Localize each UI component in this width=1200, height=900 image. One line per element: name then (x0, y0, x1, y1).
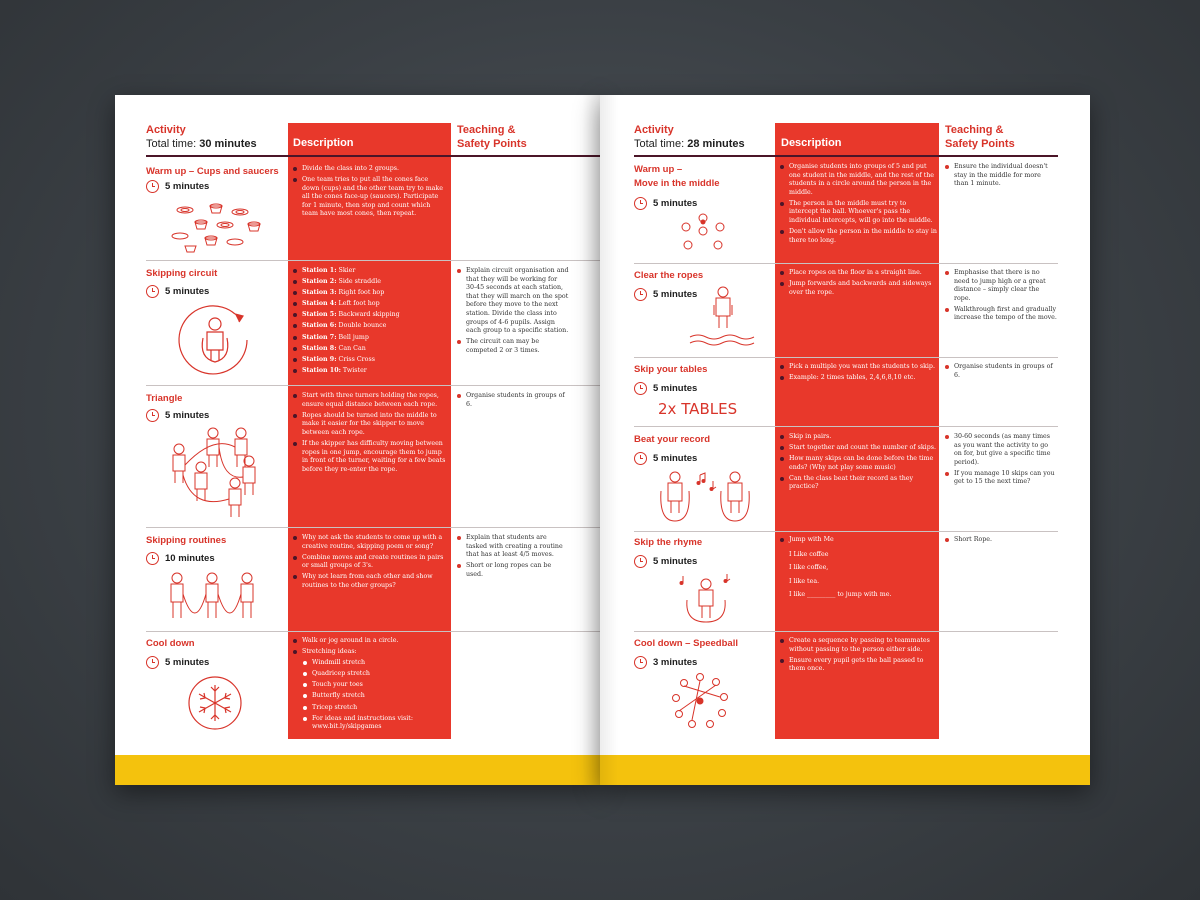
activity-title: Cool down – Speedball (634, 638, 738, 649)
teaching-item: Explain that students are tasked with creating a routine that has at least 4/5 moves. (457, 534, 569, 560)
left-page (115, 95, 600, 785)
description-cell (292, 165, 447, 222)
description-heading: Description (293, 137, 354, 149)
station-label: Station 1: (302, 267, 337, 274)
teaching-item: Explain circuit organisation and that they will be working for 30-45 seconds at each station, that they will march on the spot before they move to the next station. Divide the class into groups of 4-6 pupils. Assign each group to a specific station. (457, 267, 569, 336)
teaching-item: 30-60 seconds (as many times as you want the activity to go on for, but give a specific time period). (945, 433, 1057, 467)
description-item: Skip in pairs. (779, 433, 937, 442)
description-item: Can the class beat their record as they practice? (779, 475, 937, 492)
description-item: Organise students into groups of 5 and put one student in the middle, and the rest of the students in a circle around the person in the middle. (779, 163, 937, 197)
activity-title: Clear the ropes (634, 270, 704, 281)
description-cell (779, 363, 937, 385)
station-item (292, 345, 447, 354)
rhyme-block (779, 551, 937, 600)
skipping-routines-illustration (165, 570, 260, 625)
description-cell (292, 637, 447, 734)
clock-icon (634, 452, 647, 465)
station-text: Can Can (338, 344, 366, 352)
description-item: If the skipper has difficulty moving between ropes in one jump, encourage them to jump in front of the turner, waiting for a few beats before they re-enter the rope. (292, 440, 447, 474)
duration-label: 5 minutes (165, 657, 210, 668)
right-page (600, 95, 1090, 785)
clock-icon (634, 288, 647, 301)
right-header-activity (634, 123, 745, 151)
duration-label: 5 minutes (653, 556, 698, 567)
teaching-item: Organise students in groups of 6. (457, 392, 569, 409)
station-item (292, 356, 447, 365)
speedball-illustration (672, 673, 728, 729)
clock-icon (146, 180, 159, 193)
description-item: Create a sequence by passing to teammates without passing to the person either side. (779, 637, 937, 654)
station-label: Station 8: (302, 344, 337, 352)
duration-label: 5 minutes (165, 410, 210, 421)
stretch-item: Tricep stretch (292, 704, 447, 713)
description-item: Jump forwards and backwards and sideways over the rope. (779, 280, 937, 297)
station-item (292, 278, 447, 287)
teaching-item: Ensure the individual doesn't stay in the middle for more than 1 minute. (945, 163, 1057, 189)
teaching-item: Emphasise that there is no need to jump high or a great distance – simply clear the rope. (945, 269, 1057, 303)
description-item: Jump with Me (779, 536, 937, 545)
clock-icon (634, 382, 647, 395)
teaching-heading-2: Safety Points (945, 138, 1015, 150)
teaching-cell (457, 267, 569, 358)
rhyme-line: I Like coffee (789, 550, 829, 558)
skip-the-rhyme-illustration (675, 570, 737, 625)
description-item: Why not ask the students to come up with a creative routine, skipping poem or song? (292, 534, 447, 551)
total-time (146, 137, 257, 151)
teaching-item: Organise students in groups of 6. (945, 363, 1057, 380)
footer-band (115, 755, 600, 785)
description-item: Place ropes on the floor in a straight line. (779, 269, 937, 278)
clear-the-ropes-illustration (688, 285, 758, 350)
station-item (292, 289, 447, 298)
activity-heading: Activity (634, 124, 674, 136)
activity-title: Skip your tables (634, 364, 708, 375)
teaching-item: Walkthrough first and gradually increase the tempo of the move. (945, 306, 1057, 323)
description-item: How many skips can be done before the time ends? (Why not play some music) (779, 455, 937, 472)
station-text: Left foot hop (338, 300, 380, 308)
teaching-heading-1: Teaching & (457, 124, 516, 136)
description-item: Don't allow the person in the middle to stay in there too long. (779, 228, 937, 245)
station-label: Station 10: (302, 366, 341, 374)
station-text: Criss Cross (338, 355, 375, 363)
activity-title (634, 163, 720, 191)
description-item: Combine moves and create routines in pairs or small groups of 3's. (292, 554, 447, 571)
description-item: Example: 2 times tables, 2,4,6,8,10 etc. (779, 374, 937, 383)
description-cell (779, 637, 937, 676)
station-text: Backward skipping (338, 311, 400, 319)
station-text: Side straddle (338, 278, 381, 286)
row-divider (634, 426, 1058, 427)
rhyme-line: I like coffee, (789, 564, 829, 572)
station-item (292, 367, 447, 376)
description-item: Start together and count the number of skips. (779, 444, 937, 453)
stretch-item: Windmill stretch (292, 659, 447, 668)
station-label: Station 4: (302, 300, 337, 308)
station-label: Station 9: (302, 355, 337, 363)
teaching-cell (457, 392, 569, 412)
duration-label: 5 minutes (653, 289, 698, 300)
duration (146, 656, 209, 669)
row-divider (634, 263, 1058, 264)
station-item (292, 311, 447, 320)
footer-band (600, 755, 1090, 785)
teaching-cell (945, 269, 1057, 326)
activity-heading: Activity (146, 124, 186, 136)
description-item: Divide the class into 2 groups. (292, 165, 447, 174)
teaching-cell (945, 163, 1057, 191)
station-text: Twister (342, 366, 367, 374)
duration-label: 5 minutes (165, 181, 210, 192)
skipping-circuit-illustration (175, 300, 255, 380)
row-divider (634, 631, 1058, 632)
tables-heading: 2x TABLES (658, 400, 738, 418)
station-item (292, 334, 447, 343)
clock-icon (146, 285, 159, 298)
row-divider (634, 531, 1058, 532)
station-label: Station 2: (302, 278, 337, 286)
station-text: Bell jump (338, 333, 369, 341)
duration-label: 5 minutes (653, 383, 698, 394)
duration-label: 5 minutes (653, 198, 698, 209)
row-divider (146, 260, 600, 261)
activity-title: Skipping routines (146, 535, 227, 546)
clock-icon (146, 409, 159, 422)
teaching-item: Short Rope. (945, 536, 1057, 545)
description-item: Walk or jog around in a circle. (292, 637, 447, 646)
stretch-item: Butterfly stretch (292, 692, 447, 701)
activity-title: Triangle (146, 393, 183, 404)
teaching-item: If you manage 10 skips can you get to 15 the next time? (945, 470, 1057, 487)
description-item: Ropes should be turned into the middle to make it easier for the skipper to move between each rope. (292, 412, 447, 438)
clock-icon (146, 656, 159, 669)
snowflake-icon (187, 675, 243, 731)
beat-your-record-illustration (655, 467, 755, 527)
activity-title: Skip the rhyme (634, 537, 703, 548)
description-cell (292, 392, 447, 477)
description-item: Why not learn from each other and show routines to the other groups? (292, 573, 447, 590)
activity-title: Skipping circuit (146, 268, 218, 279)
description-item: Start with three turners holding the ropes, ensure equal distance between each rope. (292, 392, 447, 409)
total-time-label: Total time: (634, 138, 685, 150)
description-cell (292, 534, 447, 593)
duration-label: 3 minutes (653, 657, 698, 668)
duration (634, 197, 697, 210)
clock-icon (634, 656, 647, 669)
stretch-link-item: For ideas and instructions visit: www.bit.ly/skipgames (292, 715, 447, 732)
teaching-cell (945, 363, 1057, 383)
total-time-value: 30 minutes (199, 138, 257, 150)
station-label: Station 7: (302, 333, 337, 341)
description-item: Ensure every pupil gets the ball passed to them once. (779, 657, 937, 674)
activity-title: Beat your record (634, 434, 711, 445)
total-time (634, 137, 745, 151)
station-item (292, 300, 447, 309)
activity-title: Warm up – Cups and saucers (146, 166, 279, 177)
row-divider (146, 527, 600, 528)
total-time-label: Total time: (146, 138, 197, 150)
clock-icon (634, 197, 647, 210)
description-cell (779, 269, 937, 300)
station-label: Station 5: (302, 311, 337, 319)
duration (146, 409, 209, 422)
rhyme-line: I like _________ to jump with me. (789, 591, 892, 599)
description-item: The person in the middle must try to intercept the ball. Whoever's pass the individual intercepts, will go into the middle. (779, 200, 937, 226)
teaching-heading (945, 123, 1015, 151)
teaching-heading (457, 123, 527, 151)
duration (634, 656, 697, 669)
station-label: Station 3: (302, 289, 337, 297)
duration-label: 5 minutes (653, 453, 698, 464)
description-item: Pick a multiple you want the students to skip. (779, 363, 937, 372)
duration (146, 552, 215, 565)
description-cell (779, 536, 937, 600)
duration (146, 180, 209, 193)
duration (634, 452, 697, 465)
activity-title-line: Move in the middle (634, 178, 720, 189)
row-divider (146, 631, 600, 632)
stretch-item: Quadricep stretch (292, 670, 447, 679)
description-item: Stretching ideas: (292, 648, 447, 657)
stretch-item: Touch your toes (292, 681, 447, 690)
clock-icon (146, 552, 159, 565)
teaching-cell (457, 534, 569, 582)
teaching-heading-2: Safety Points (457, 138, 527, 150)
activity-title-line: Warm up – (634, 164, 683, 175)
duration-label: 10 minutes (165, 553, 215, 564)
description-item: One team tries to put all the cones face down (cups) and the other team try to make all the cones face-up (saucers). Participate for 1 minute, then stop and count which team have most cones, then repeat. (292, 176, 447, 219)
description-cell (779, 433, 937, 495)
station-text: Skier (338, 267, 356, 274)
total-time-value: 28 minutes (687, 138, 745, 150)
station-item (292, 322, 447, 331)
activity-title: Cool down (146, 638, 195, 649)
triangle-illustration (163, 425, 263, 520)
station-text: Double bounce (338, 322, 387, 330)
description-heading: Description (781, 137, 842, 149)
header-rule (146, 155, 600, 157)
duration (634, 555, 697, 568)
description-cell (779, 163, 937, 248)
rhyme-line: I like tea. (789, 577, 820, 585)
move-in-the-middle-illustration (678, 213, 728, 253)
teaching-item: The circuit can may be competed 2 or 3 times. (457, 338, 569, 355)
description-cell (292, 267, 447, 378)
duration (146, 285, 209, 298)
teaching-item: Short or long ropes can be used. (457, 562, 569, 579)
teaching-cell (945, 536, 1057, 547)
row-divider (146, 385, 600, 386)
teaching-cell (945, 433, 1057, 490)
station-label: Station 6: (302, 322, 337, 330)
duration-label: 5 minutes (165, 286, 210, 297)
clock-icon (634, 555, 647, 568)
teaching-heading-1: Teaching & (945, 124, 1004, 136)
row-divider (634, 357, 1058, 358)
left-header-activity (146, 123, 257, 151)
cups-and-saucers-illustration (170, 200, 270, 255)
station-item (292, 267, 447, 276)
header-rule (634, 155, 1058, 157)
duration (634, 382, 697, 395)
station-text: Right foot hop (338, 289, 385, 297)
